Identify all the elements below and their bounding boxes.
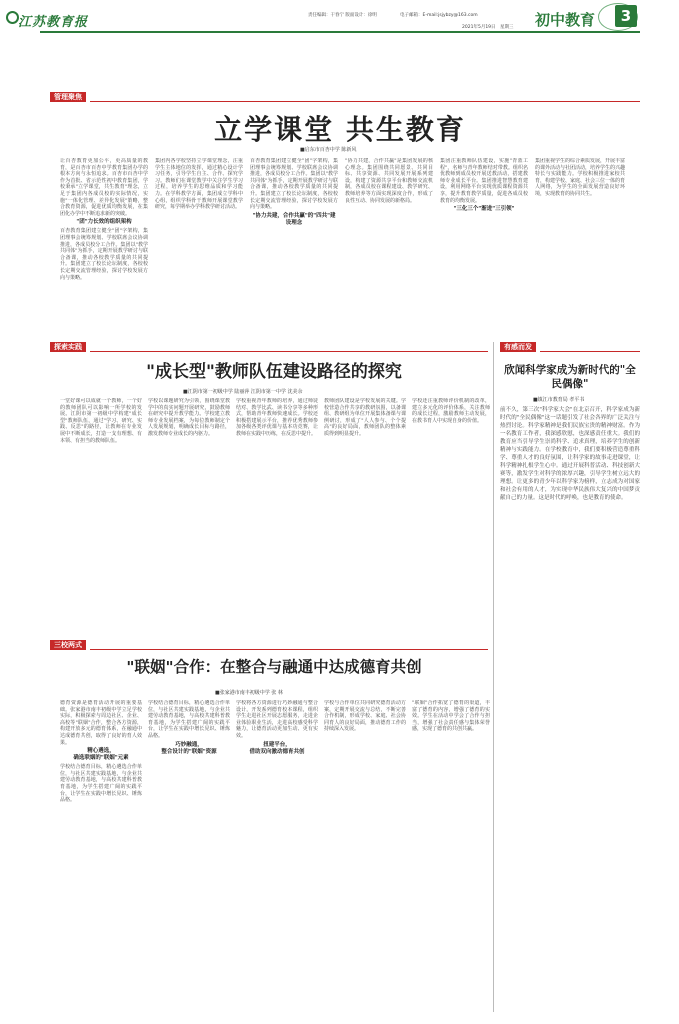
section-rule [90, 101, 640, 102]
article4-para5: "联姻"合作拓宽了德育的渠道，丰富了德育的内容，增强了德育的实效。学生在活动中学会了合作与担当，增强了社会责任感与集体荣誉感，实现了德育的共创共赢。 [412, 700, 490, 733]
section-rule [90, 649, 488, 650]
article1-col5 [440, 158, 528, 338]
section-tag-schools: 三校两式 [50, 640, 86, 650]
article4-subhead3: 扭建平台， 借助双向激动德育共创 [249, 741, 305, 755]
article1-para1: 让百杏教育更加公平，更高质量的教育，是百杏市百杏中学教育集团办学的根本方向与永恒追求。百杏市百杏中学作为首批、省示范性初中教育集团，学校秉承"立学课堂，共生教育"理念，立足于集团内各成员校的实际情况，实施"一体化管理、差异化发展"策略，整合教育资源，促进优质均衡发展，在集团化办学中不断追求新的突破。 [60, 158, 148, 217]
article2-col1 [60, 398, 142, 630]
article1-col4 [345, 158, 433, 338]
article1-col6 [535, 158, 625, 338]
article3-byline: ■镇江市教育局 孝平书 [533, 397, 585, 403]
article1-subhead2: "协力共建，合作共赢"的"四共"建设理念 [252, 212, 336, 226]
article2-para1: 一堂好课可以成就一个教师，一个好的教师团队可以影响一所学校的发展。江阴市第一初级中学构建"成长型"教师队伍，通过"学习、研究、实践、反思"的路径，让教师在专业发展中不断成长，打造一支有理想、有本领、有担当的教师队伍。 [60, 398, 142, 444]
article2-para3: 学校重视青年教师的培养，通过师徒结对、教学比武、读书分享等多种形式，帮助青年教师快速成长。学校还积极搭建展示平台，推荐优秀教师参加各级各类评优课与基本功竞赛，让教师在实践中历练，在反思中提升。 [236, 398, 318, 437]
article3-title: 欣闻科学家成为新时代的"全民偶像" [504, 364, 636, 390]
article4-col4 [324, 700, 406, 1012]
newspaper-logo: 江苏教育报 [18, 15, 89, 30]
article4-para2: 学校结合德育目标，精心遴选合作单位，与社区共建实践基地，与企业共建劳动教育基地，与高校共建科普教育基地，为学生搭建广阔的实践平台，让学生在实践中增长见识、锤炼品格。 [60, 764, 142, 804]
article4-para3a: 学校结合德育目标，精心遴选合作单位，与社区共建实践基地，与企业共建劳动教育基地，与高校共建科普教育基地，为学生搭建广阔的实践平台，让学生在实践中增长见识、锤炼品格。 [148, 700, 230, 739]
article4-col3 [236, 700, 318, 1012]
article2-col5 [412, 398, 490, 630]
article2-col3 [236, 398, 318, 630]
header-rule [40, 31, 640, 33]
section-tag-practice: 探索实践 [50, 342, 86, 352]
article1-subhead3: "三化三个"渐进"三引领" [453, 206, 515, 213]
article3-text: 前不久，第三次"科学家大会"在北京召开，科学家成为新时代的"全民偶像"这一话题引发了社会各界的广泛关注与热烈讨论。科学家精神是我们民族宝贵的精神财富。作为一名教育工作者，我深感欣慰，也深感责任重大。我们的教育应当引导学生崇尚科学、追求真理，培养学生的创新精神与实践能力。在学校教育中，我们要积极营造尊重科学、尊重人才的良好氛围，让科学家的故事走进课堂，让科学精神扎根学生心中。通过开展科普活动、科技创新大赛等，激发学生对科学的浓厚兴趣，引导学生树立远大的理想。让更多的青少年以科学家为榜样，立志成为对国家和社会有用的人才，为实现中华民族伟大复兴的中国梦贡献自己的力量。这是时代的呼唤，也是教育的使命。 [500, 407, 640, 501]
issue-date: 2021年5月19日 [462, 25, 496, 30]
article1-byline: ■启东市百杏中学 陈新风 [300, 147, 357, 153]
article1-col1 [60, 158, 148, 338]
section-tag-reflection: 有感而发 [500, 342, 536, 352]
article1-para5: 集团注重教师队伍建设，实施"青蓝工程"，名师与青年教师结对带教。组织名优教师到成员校开展送教活动，搭建教师专业成长平台。集团推进智慧教育建设，利用网络平台实现优质课程资源共享，提升教育教学质量，促进各成员校教育的均衡发展。 [440, 158, 528, 204]
article4-col1 [60, 700, 142, 1012]
article1-para3: 集团内各学校坚持立学课堂理念，注重学生主体地位的发挥，通过精心设计学习任务，引导学生自主、合作、探究学习。教师们在课堂教学中关注学生学习过程，培养学生的思维品质和学习能力。在学科教学方面，集团成立学科中心组，组织学科骨干教师开展课堂教学研究，每学期举办学科教学研讨活动。 [155, 158, 243, 211]
article1-col2 [155, 158, 243, 338]
article4-para1: 德育资源是德育活动开展的重要基础。张家港市南丰初级中学立足学校实际，积极探索与周边社区、企业、高校等"联姻"合作，整合各方资源，构建开放多元的德育体系，在融通中达成德育共创，取得了良好的育人效果。 [60, 700, 142, 746]
article4-subhead2: 巧妙融通， 整合设计的"联姻"资源 [161, 741, 217, 755]
article4-col2 [148, 700, 230, 1012]
article4-byline: ■张家港市南丰初级中学 张 林 [215, 690, 283, 696]
article2-para4: 教师团队建设是学校发展的关键。学校营造合作共享的教研氛围，以备课组、教研组为单位开展集体备课与课例研讨，形成了"人人参与、个个提高"的良好局面，教师团队的整体素质得到明显提升。 [324, 398, 406, 437]
article4-title: "联姻"合作：在整合与融通中达成德育共创 [126, 658, 422, 676]
article2-col2 [148, 398, 230, 630]
article1-title: 立学课堂 共生教育 [214, 113, 466, 146]
article3-body [500, 406, 640, 1012]
column-divider [493, 342, 494, 1012]
article1-subhead1: "团"力长效的组织架构 [76, 219, 132, 226]
article1-para4: "协力共建，合作共赢"是集团发展的核心理念。集团围绕共同愿景、共同目标、共享资源、共同发展开展系列建设，构建了资源共享平台和教师交流机制，各成员校在课程建设、教学研究、教师培养等方面实现深度合作，形成了良性互动、协同发展的新格局。 [345, 158, 433, 204]
page-number: 3 [615, 5, 637, 27]
section-rule [90, 351, 488, 352]
article2-byline: ■江阴市第一初级中学 陆丽萍 江阴市第一中学 沈美余 [183, 389, 303, 395]
article4-subhead1: 精心遴选， 确选联姻的"联姻"元素 [73, 748, 129, 762]
section-tag-management: 管理聚焦 [50, 92, 86, 102]
article4-para3: 学校将各方资源进行巧妙融通与整合设计，开发系列德育校本课程，组织学生走进社区开展志愿服务，走进企业体验职业生活，走进高校感受科学魅力，让德育活动更加生动、更有实效。 [236, 700, 318, 739]
editor-credit: 责任编辑：干春宁 版面设计：徐明 [308, 13, 377, 18]
article1-col3 [250, 158, 338, 338]
article4-col5 [412, 700, 490, 1012]
article2-title: "成长型"教师队伍建设路径的探究 [146, 362, 402, 382]
section-rule [540, 351, 640, 352]
article1-para6: 集团重视学生的综合素质发展，开展丰富的课外活动与社团活动，培养学生的兴趣特长与实践能力。学校积极推进家校共育，构建学校、家庭、社会三位一体的育人网络，为学生的全面发展营造良好环境，实现教育的协同共生。 [535, 158, 625, 197]
section-title: 初中教育 [535, 11, 596, 29]
article2-para2: 学校以课题研究为引领，围绕课堂教学中的真实问题开展研究，鼓励教师在研究中提升教学能力。学校建立教师专业发展档案，为每位教师制定个人发展规划，明确成长目标与路径，激发教师专业成长的内驱力。 [148, 398, 230, 437]
issue-weekday: 星期三 [500, 25, 514, 30]
article2-para5: 学校还注重教师评价机制的改革，建立多元化的评价体系，关注教师的成长过程，激励教师主动发展，在教书育人中实现自身的价值。 [412, 398, 490, 424]
article1-para2: 百杏教育集团建立健全"团"字架构，集团理事会统筹规划、学校联席会议协调推进，各成员校分工合作。集团以"教学共同体"为抓手，定期开展教学研讨与联合备课，推动各校教学质量的共同提升。集团建立了校长论坛制度，各校校长定期交流管理经验，探讨学校发展方向与策略。 [60, 228, 148, 281]
article4-para4: 学校与合作单位共同研究德育活动方案，定期开展交流与总结，不断完善合作机制，形成学校、家庭、社会协同育人的良好局面，推动德育工作的持续深入发展。 [324, 700, 406, 733]
editor-email: 电子邮箱：E-mail:jsjybzy@163.com [400, 13, 478, 18]
article2-col4 [324, 398, 406, 630]
article1-para4a: 百杏教育集团建立健全"团"字架构，集团理事会统筹规划、学校联席会议协调推进，各成员校分工合作。集团以"教学共同体"为抓手，定期开展教学研讨与联合备课，推动各校教学质量的共同提升。集团建立了校长论坛制度，各校校长定期交流管理经验，探讨学校发展方向与策略。 [250, 158, 338, 211]
